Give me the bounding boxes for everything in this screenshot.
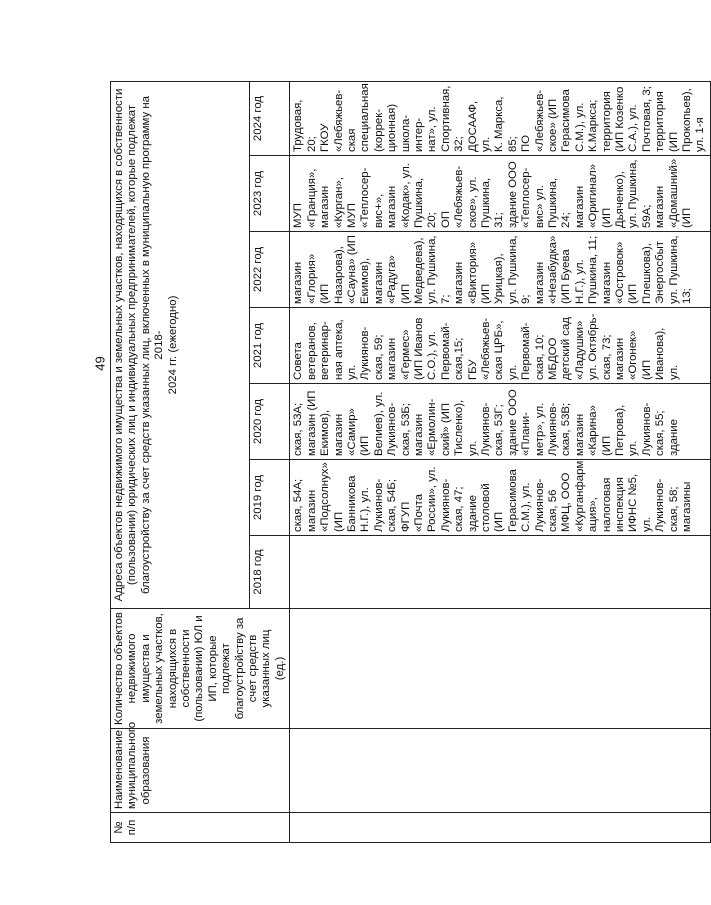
program-addresses-table [110, 81, 711, 843]
header-addresses: Адреса объектов недвижимого имущества и земельных участков, находящихся в собственности (пользовании) юридических лиц и индивидуальных предпринимателей, которые подлежат благоустройству за счет средств указанных лиц, включенных в муниципальную программу на 2018- 2024 гг. (ежегодно) [111, 82, 250, 609]
year-2019: 2019 год [250, 460, 290, 536]
cell-2020: ская, 53А; магазин (ИП Екимов), магазин «Самир» (ИП Велиев), ул. Лукиянов- ская, 53Б; магазин «Ермолин- ский» (ИП Тисленко), ул. Лукиянов- ская, 53Г; здание ООО «Плани- метр», ул. Лукиянов- ская, 53В; магазин «Карина» (ИП Петрова), ул. Лукиянов- ская, 55; здание [290, 384, 711, 460]
year-2018: 2018 год [250, 536, 290, 609]
year-2021: 2021 год [250, 308, 290, 384]
header-object-count: Количество объектов недвижимого имущества и земельных участков, находящихся в собственности (пользовании) ЮЛ и ИП, которые подлежат благоустройству за счет средств указанных лиц (ед.) [111, 609, 290, 729]
cell-2024: Трудовая, 20; ГКОУ «Лебяжьев- ская специальная (коррек- ционная) школа-интер- нат», ул. Спортивная, 32; ДОСААФ, ул. К. Маркса, 85; ПО «Лебяжьев- ское» (ИП Герасимова С.М.), ул. К.Маркса; территория (ИП Козенко С.А.), ул. Почтовая, 3; территория (ИП Прокопьев), ул. 1-я [290, 82, 711, 156]
year-2020: 2020 год [250, 384, 290, 460]
page-number: 49 [92, 356, 108, 371]
cell-2021: Совета ветеранов, ветеринар- ная аптека, ул. Лукиянов- ская, 59; магазин «Гермес» (ИП Иванов С.О.), ул. Первомай- ская,15; ГБУ «Лебяжьев- ская ЦРБ», ул. Первомай- ская, 10; МБДОО детский сад «Ладушки» ул. Октябрь- ская, 73; магазин «Огонек» (ИП Иванова), ул. [290, 308, 711, 384]
header-municipality: Наименование муниципального образования [111, 729, 290, 813]
cell-2022: магазин «Глория» (ИП Назарова), «Сауна» (ИП Екимов), магазин «Радуга» (ИП Медведева), ул. Пушкина, 7; магазин «Виктория» (ИП Урицкая), ул. Пушкина, 9; магазин «Незабудка» (ИП Буева Н.Г.), ул. Пушкина, 11; магазин «Островок» (ИП Плешкова), Энергосбыт ул. Пушкина, 13; [290, 232, 711, 308]
cell-2018 [290, 536, 711, 609]
cell-number [290, 813, 711, 843]
cell-object-count [290, 609, 711, 729]
cell-2019: ская, 54А; магазин «Подсолнух» (ИП Банникова Н.Г.), ул. Лукиянов- ская, 54Б; ФГУП «Почта России», ул. Лукиянов- ская, 47; здание столовой (ИП Герасимова С.М.), ул. Лукиянов- ская, 56 МФЦ, ООО «Курганфарм ация», налоговая инспекция ИФНС №5, ул. Лукиянов- ская, 58; магазины [290, 460, 711, 536]
cell-2023: МУП «Гранция», магазин «Курган», МУП «Теплосер- вис+», магазин «Кодак», ул. Пушкина, 20; ОП «Лебяжьев- ское», ул. Пушкина, 31; здание ООО «Теплосер- вис» ул. Пушкина, 24; магазин «Оригинал» (ИП Дьяченко), ул. Пушкина, 59А; магазин «Домашний» (ИП [290, 156, 711, 232]
year-2023: 2023 год [250, 156, 290, 232]
cell-municipality [290, 729, 711, 813]
header-row-top [111, 82, 250, 843]
year-2022: 2022 год [250, 232, 290, 308]
year-2024: 2024 год [250, 82, 290, 156]
table-row [290, 82, 711, 843]
header-number: № п/п [111, 813, 290, 843]
